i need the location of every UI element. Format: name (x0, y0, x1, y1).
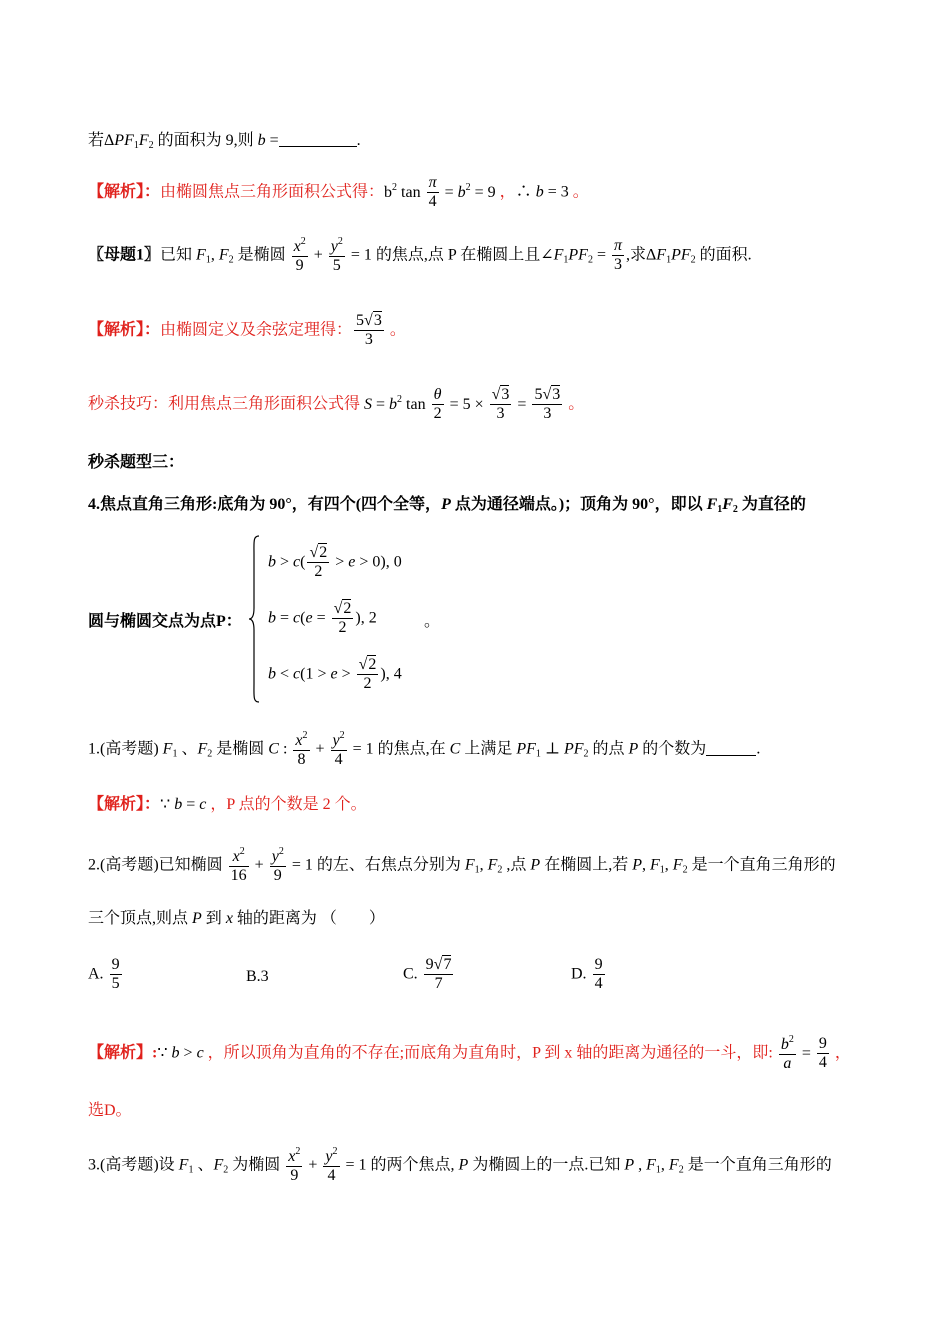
question-end: . (356, 132, 361, 149)
option-c: C. $\frac{9√7}{7}$ (403, 956, 452, 993)
option-d: D. $\frac{9}{4}$ (571, 956, 603, 993)
answer-label: 【解析】: (88, 1044, 158, 1062)
answer-line: 【解析】:∵ b > c ，所以顶角为直角的不存在;而底角为直角时，P 到 x 轴的距离为通径的一斗，即: $\frac{b^2}{a}$ = $\frac{9}{4}$ ， (88, 1034, 851, 1073)
rule-line: 4.焦点直角三角形:底角为 90°，有四个(四个全等，P 点为通径端点。)；顶角为 90°，即以 $F_1F_2$ 为直径的 (88, 496, 806, 515)
option-b: B.3 (246, 968, 269, 985)
brace-icon (248, 534, 260, 704)
cases-lead: 圆与椭圆交点为点P： (88, 613, 242, 630)
section-title: 秒杀题型三： (88, 454, 185, 471)
cases-end: 。 (424, 613, 441, 630)
mother-problem: 〖母题1〗已知 $F_1$, $F_2$ 是椭圆 $\frac{x^2}{9}$ + $\frac{y^2}{5}$ = 1 的焦点,点 P 在椭圆上且$\angle F_1PF_2$ = $\frac{\pi}{3}$ ,求$\Delta F_1PF_2$ 的面积. (88, 236, 752, 275)
answer-line: 【解析】：由椭圆焦点三角形面积公式得：$b^2$ tan $\frac{\pi}{4}$ = $b^2 = 9$ ，∴ b = 3 。 (88, 174, 589, 211)
problem-2: 2.(高考题)已知椭圆 $\frac{x^2}{16}$ + $\frac{y^2}{9}$ = 1 的左、右焦点分别为 $F_1$, $F_2$ ,点 P 在椭圆上,若 P, $F_1$, $F_2$ 是一个直角三角形的 (88, 846, 836, 885)
problem-1: 1.(高考题) $F_1$ 、$F_2$ 是椭圆 C : $\frac{x^2}{8}$ + $\frac{y^2}{4}$ = 1 的焦点,在 C 上满足 $PF_1$ ⊥ $PF_2$ 的点 P 的个数为 . (88, 730, 761, 769)
trick-line: 秒杀技巧：利用焦点三角形面积公式得 $S = b^2$ tan $\frac{\theta}{2}$ = 5 × $\frac{√3}{3}$ = $\frac{5√3}{3}$ 。 (88, 386, 585, 423)
answer-line: 【解析】：由椭圆定义及余弦定理得： $\frac{5√3}{3}$ 。 (88, 312, 406, 349)
problem-2-line-2: 三个顶点,则点 P 到 x 轴的距离为 （ ） (88, 910, 385, 927)
case-2: b = c(e = $\frac{√2}{2}$ ), 2 (268, 600, 377, 637)
answer-blank (279, 132, 357, 147)
answer-line-2: 选D。 (88, 1102, 132, 1119)
option-a: A. $\frac{9}{5}$ (88, 956, 120, 993)
question-line: 若$\Delta PF_1F_2$ 的面积为 9,则 b = . (88, 132, 361, 151)
case-3: b < c(1 > e > $\frac{√2}{2}$ ), 4 (268, 656, 402, 693)
answer-label: 【解析】： (88, 321, 161, 339)
cases-block (88, 534, 488, 704)
answer-label: 【解析】： (88, 183, 161, 201)
case-1: b > c( $\frac{√2}{2}$ > e > 0), 0 (268, 544, 402, 581)
answer-label: 【解析】： (88, 796, 161, 813)
mother-label: 〖母题1〗 (88, 246, 161, 264)
answer-blank (706, 741, 756, 756)
answer-line: 【解析】：∵ b = c ，P 点的个数是 2 个。 (88, 796, 367, 813)
problem-3: 3.(高考题)设 $F_1$ 、$F_2$ 为椭圆 $\frac{x^2}{9}$ + $\frac{y^2}{4}$ = 1 的两个焦点, P 为椭圆上的一点.已知 P , $F_1$, $F_2$ 是一个直角三角形的 (88, 1146, 832, 1185)
